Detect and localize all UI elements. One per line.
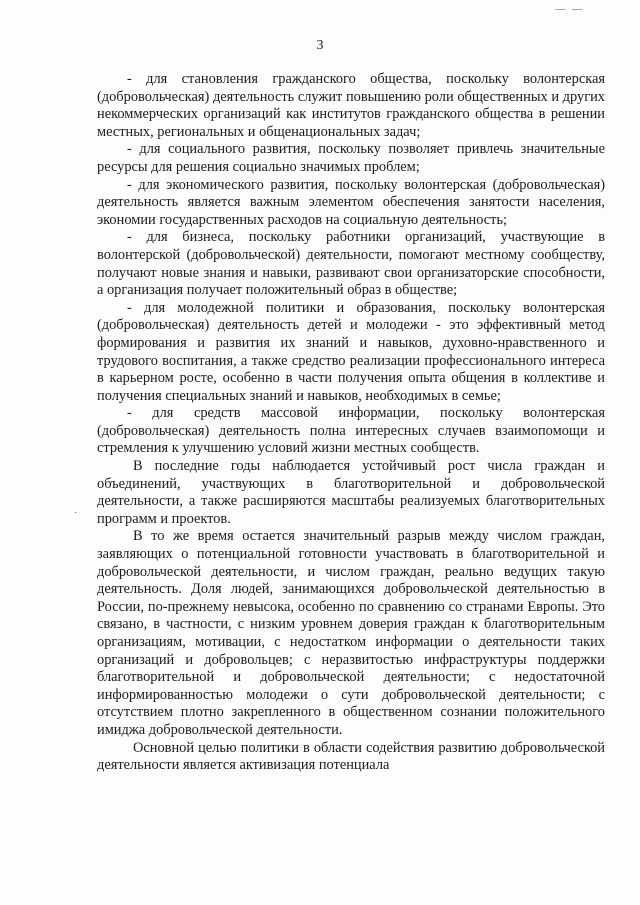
bullet-economic-development: - для экономического развития, поскольку волонтерская (добровольческая) деятельность является важным элементом обеспечения занятости населения, экономии государственных расходов на социальную деятельность; (97, 176, 605, 228)
bullet-social-development: - для социального развития, поскольку позволяет привлечь значительные ресурсы для решения социально значимых проблем; (97, 141, 605, 175)
paragraph-goal: Основной целью политики в области содействия развитию добровольческой деятельности является активизация потенциала (97, 739, 605, 774)
paragraph-growth: В последние годы наблюдается устойчивый рост числа граждан и объединений, участвующих в благотворительной и добровольческой деятельности, а также расширяются масштабы реализуемых благотворительных программ и проектов. (97, 458, 605, 527)
page-number: 3 (316, 38, 324, 53)
bullet-youth-policy: - для молодежной политики и образования, поскольку волонтерская (добровольческая) деятельность детей и молодежи - это эффективный метод формирования и развития их знаний и навыков, духовно-нравственного и трудового воспитания, а также средство реализации профессионального интереса в карьерном росте, особенно в части получения опыта общения в коллективе и получения специальных знаний и навыков, необходимых в семье; (97, 299, 605, 404)
scan-mark-top: — — (555, 4, 584, 15)
bullet-mass-media: - для средств массовой информации, поскольку волонтерская (добровольческая) деятельность полна интересных случаев взаимопомощи и стремления к улучшению условий жизни местных сообществ. (97, 405, 605, 457)
paragraph-gap: В то же время остается значительный разрыв между числом граждан, заявляющих о потенциальной готовности участвовать в благотворительной и добровольческой деятельности, и числом граждан, реально ведущих такую деятельность. Доля людей, занимающихся добровольческой деятельностью в России, по-прежнему невысока, особенно по сравнению со странами Европы. Это связано, в частности, с низким уровнем доверия граждан к благотворительным организациям, мотивации, с недостатком информации о деятельности таких организаций и добровольцев; с неразвитостью инфраструктуры поддержки благотворительной и добровольческой деятельности; с недостаточной информированностью молодежи о сути добровольческой деятельности; с отсутствием плотно закрепленного в общественном сознании положительного имиджа добровольческой деятельности. (97, 528, 605, 738)
document-body (97, 71, 605, 775)
bullet-business: - для бизнеса, поскольку работники организаций, участвующие в волонтерской (добровольческой) деятельности, помогают местному сообществу, получают новые знания и навыки, развивают свои организаторские способности, а организация получает положительный образ в обществе; (97, 229, 605, 299)
bullet-civil-society: - для становления гражданского общества, поскольку волонтерская (добровольческая) деятельность служит повышению роли общественных и других некоммерческих организаций как институтов гражданского общества в решении местных, региональных и общенациональных задач; (97, 71, 605, 140)
scan-mark-margin: · (74, 508, 78, 519)
